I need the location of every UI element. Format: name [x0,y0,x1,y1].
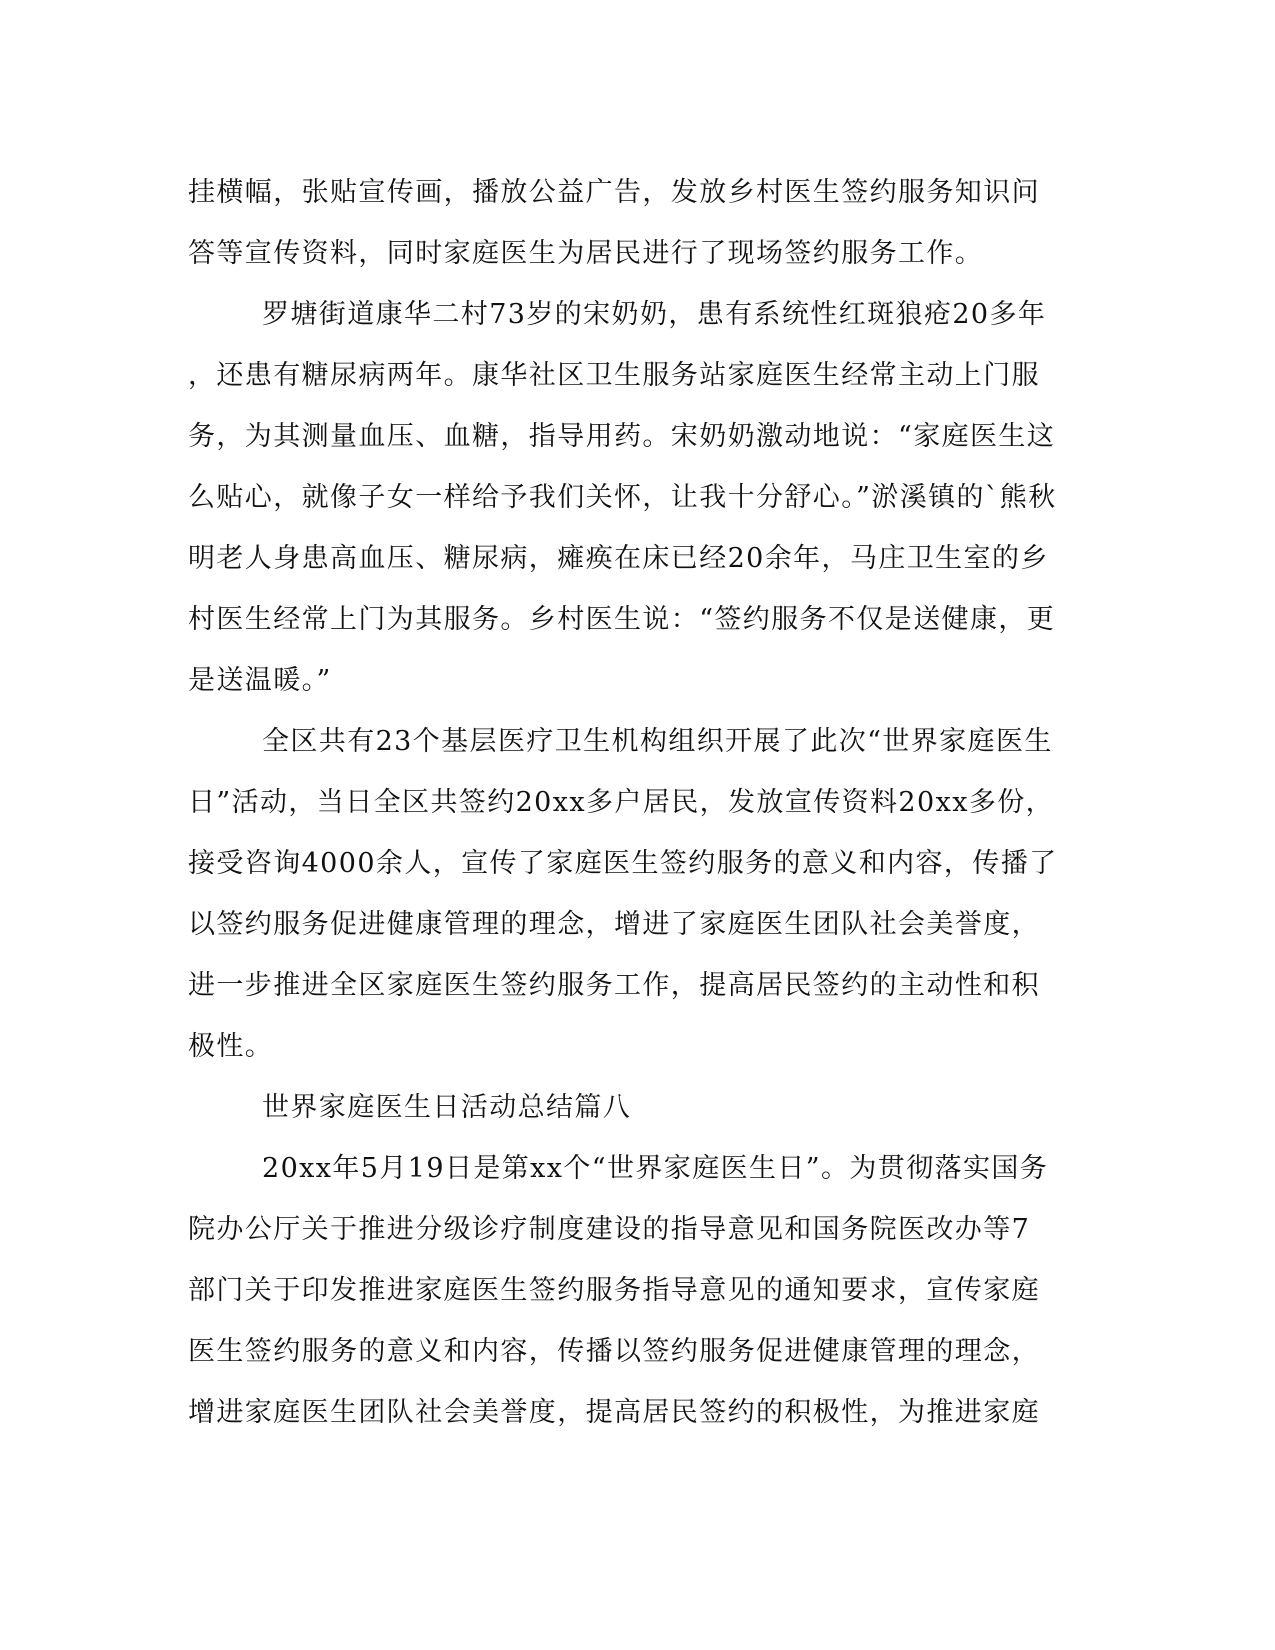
text-line: 么贴心，就像子女一样给予我们关怀，让我十分舒心。”淤溪镇的`熊秋 [188,482,1057,513]
text-line: 院办公厅关于推进分级诊疗制度建设的指导意见和国务院医改办等7 [188,1214,1031,1245]
text-line: 增进家庭医生团队社会美誉度，提高居民签约的积极性，为推进家庭 [188,1397,1040,1428]
document-body [188,162,1088,1443]
text-line: 明老人身患高血压、糖尿病，瘫痪在床已经20余年，马庄卫生室的乡 [188,543,1049,574]
text-line: 医生签约服务的意义和内容，传播以签约服务促进健康管理的理念， [188,1336,1040,1367]
text-line: 全区共有23个基层医疗卫生机构组织开展了此次“世界家庭医生 [262,726,1053,757]
text-line: 罗塘街道康华二村73岁的宋奶奶，患有系统性红斑狼疮20多年 [262,299,1047,330]
text-line: 接受咨询4000余人，宣传了家庭医生签约服务的意义和内容，传播了 [188,848,1058,879]
text-line: 挂横幅，张贴宣传画，播放公益广告，发放乡村医生签约服务知识问 [188,177,1040,208]
text-line: 极性。 [188,1031,274,1062]
text-line: 答等宣传资料，同时家庭医生为居民进行了现场签约服务工作。 [188,238,984,269]
text-line: 世界家庭医生日活动总结篇八 [262,1092,632,1123]
text-line: 务，为其测量血压、血糖，指导用药。宋奶奶激动地说：“家庭医生这 [188,421,1056,452]
text-line: 以签约服务促进健康管理的理念，增进了家庭医生团队社会美誉度， [188,909,1040,940]
text-line: 20xx年5月19日是第xx个“世界家庭医生日”。为贯彻落实国务 [262,1153,1049,1184]
text-line: 部门关于印发推进家庭医生签约服务指导意见的通知要求，宣传家庭 [188,1275,1040,1306]
text-line: 进一步推进全区家庭医生签约服务工作，提高居民签约的主动性和积 [188,970,1040,1001]
text-line: 是送温暖。” [188,665,332,696]
text-line: 日”活动，当日全区共签约20xx多户居民，发放宣传资料20xx多份， [188,787,1055,818]
text-line: 村医生经常上门为其服务。乡村医生说：“签约服务不仅是送健康，更 [188,604,1056,635]
text-line: ，还患有糖尿病两年。康华社区卫生服务站家庭医生经常主动上门服 [188,360,1040,391]
